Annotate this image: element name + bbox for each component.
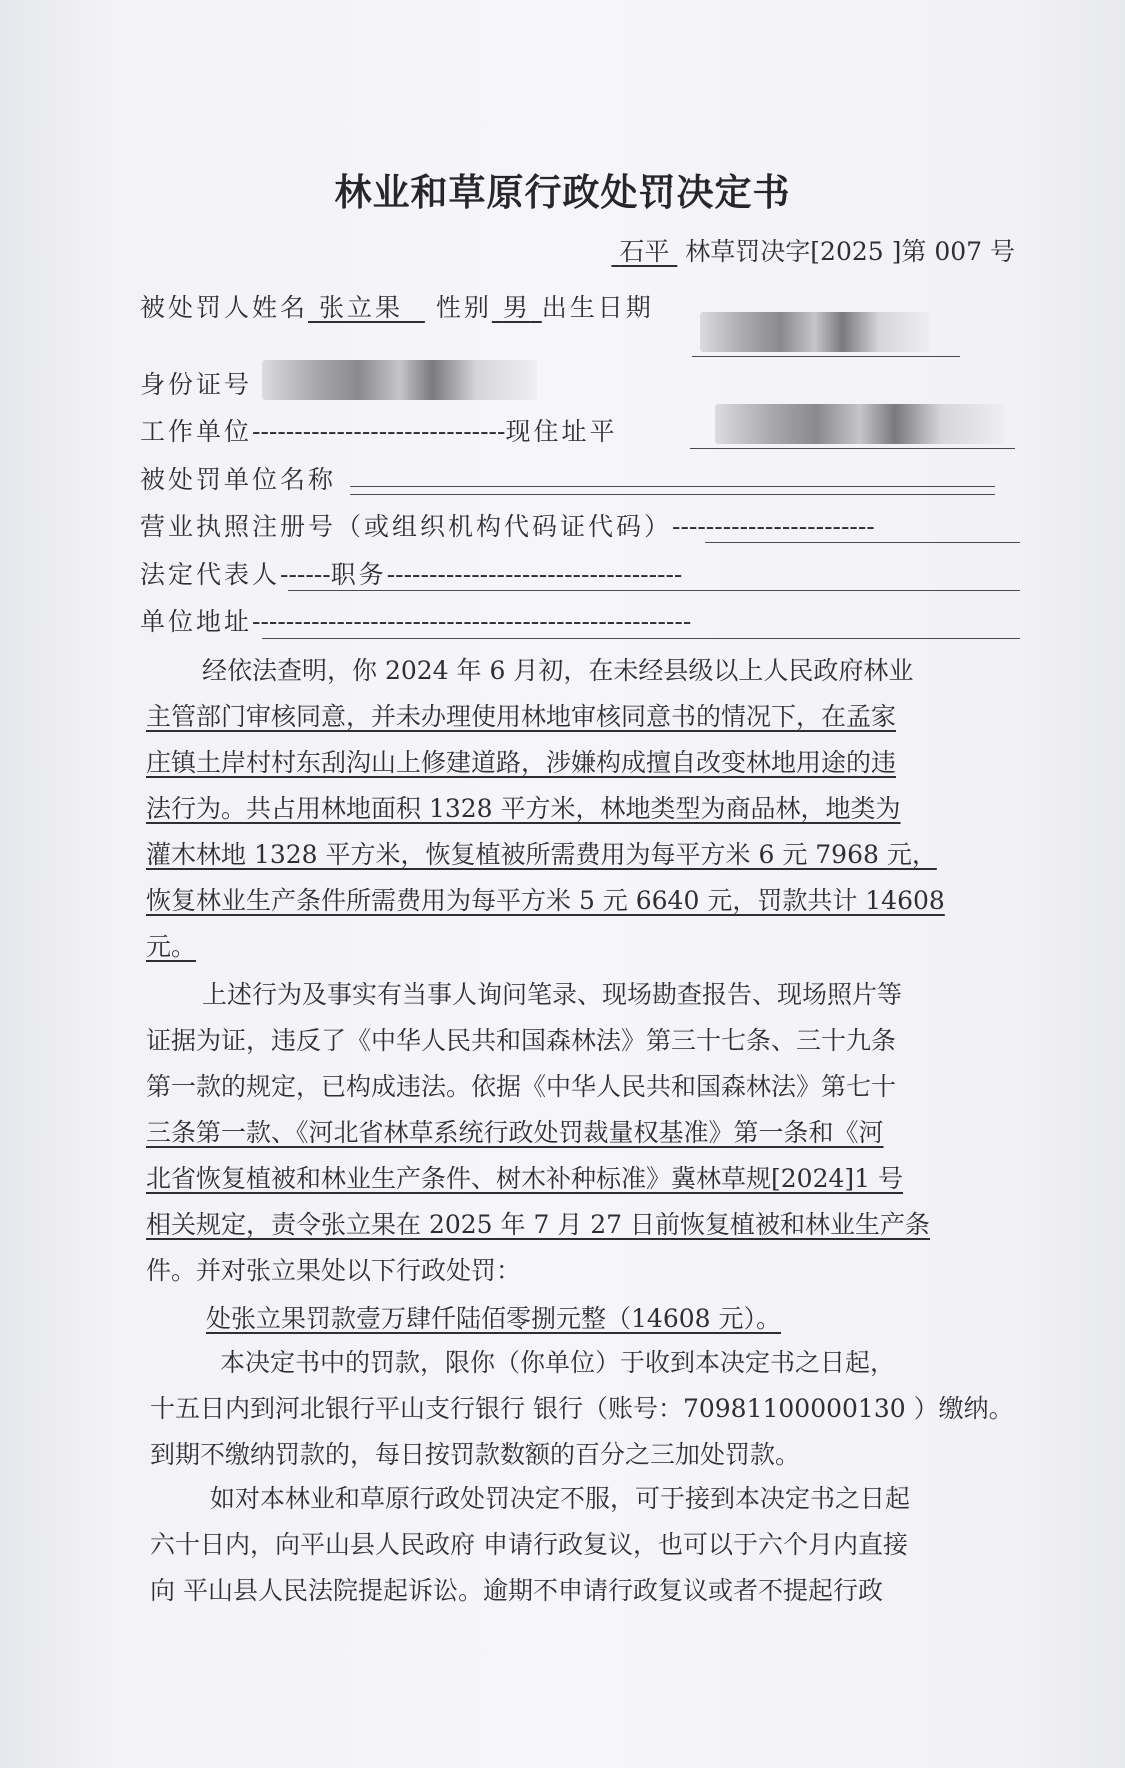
payment-line: 本决定书中的罚款，限你（你单位）于收到本决定书之日起， — [220, 1348, 896, 1377]
appeal-paragraph — [150, 1476, 1025, 1614]
document-title: 林业和草原行政处罚决定书 — [334, 171, 791, 214]
facts-line: 主管部门审核同意，并未办理使用林地审核同意书的情况下，在孟家 — [146, 702, 897, 731]
license-row — [140, 507, 875, 543]
name-row — [140, 288, 654, 324]
address-partial: 平 — [589, 417, 618, 446]
basis-line: 相关规定，责令张立果在 2025 年 7 月 27 日前恢复植被和林业生产条 — [146, 1210, 931, 1239]
legal-rep-value: ------ — [280, 560, 331, 589]
unit-address-underline — [262, 638, 1020, 639]
birth-date-redacted — [700, 312, 960, 356]
address-redacted — [715, 404, 1015, 448]
appeal-line: 六十日内，向平山县人民政府 申请行政复议，也可以于六个月内直接 — [150, 1530, 908, 1559]
facts-paragraph — [146, 648, 1021, 970]
basis-line: 件。并对张立果处以下行政处罚： — [146, 1256, 522, 1285]
unit-address-value: ---------------------------------------------------- — [252, 607, 692, 636]
unit-address-row — [140, 602, 691, 638]
unit-address-label: 单位地址 — [140, 607, 253, 636]
legal-rep-underline — [288, 590, 1020, 591]
basis-line: 上述行为及事实有当事人询问笔录、现场勘查报告、现场照片等 — [202, 980, 903, 1009]
name-value: 张立果 — [318, 293, 403, 322]
name-label: 被处罚人姓名 — [140, 293, 309, 322]
work-row — [140, 412, 617, 448]
legal-rep-row — [140, 555, 682, 591]
gender-label: 性别 — [435, 293, 492, 322]
facts-line: 恢复林业生产条件所需费用为每平方米 5 元 6640 元，罚款共计 14608 — [146, 886, 945, 915]
id-number-redacted — [262, 360, 542, 404]
basis-line: 第一款的规定，已构成违法。依据《中华人民共和国森林法》第七十 — [146, 1072, 897, 1101]
license-underline — [705, 542, 1020, 543]
payment-line: 十五日内到河北银行平山支行银行 银行（账号：70981100000130 ）缴纳。 — [150, 1394, 1014, 1423]
appeal-line: 向 平山县人民法院提起诉讼。逾期不申请行政复议或者不提起行政 — [150, 1576, 883, 1605]
position-value: ----------------------------------- — [386, 560, 683, 589]
penalty-line: 处张立果罚款壹万肆仟陆佰零捌元整（14608 元）。 — [206, 1304, 781, 1333]
birth-date-underline — [692, 356, 960, 357]
license-label: 营业执照注册号（或组织机构代码证代码） — [140, 512, 673, 541]
facts-line: 元。 — [146, 932, 197, 961]
work-value: ------------------------------ — [252, 417, 506, 446]
unit-name-underline — [350, 494, 995, 495]
facts-line: 经依法查明，你 2024 年 6 月初，在未经县级以上人民政府林业 — [202, 656, 914, 685]
doc-number-prefix: 石平 — [619, 237, 670, 266]
payment-line: 到期不缴纳罚款的，每日按罚款数额的百分之三加处罚款。 — [150, 1440, 801, 1469]
basis-line: 北省恢复植被和林业生产条件、树木补种标准》冀林草规[2024]1 号 — [146, 1164, 903, 1193]
basis-paragraph — [146, 972, 1021, 1294]
license-value: ------------------------ — [672, 512, 875, 541]
doc-number-text: 林草罚决字[2025 ]第 007 号 — [685, 237, 1015, 266]
gender-value: 男 — [502, 293, 531, 322]
unit-name-label: 被处罚单位名称 — [140, 465, 337, 494]
penalty-paragraph — [146, 1296, 1021, 1342]
facts-line: 庄镇土岸村村东刮沟山上修建道路，涉嫌构成擅自改变林地用途的违 — [146, 748, 897, 777]
appeal-line: 如对本林业和草原行政处罚决定不服，可于接到本决定书之日起 — [210, 1484, 911, 1513]
address-label: 现住址 — [505, 417, 590, 446]
address-underline — [690, 448, 1015, 449]
facts-line: 法行为。共占用林地面积 1328 平方米，林地类型为商品林，地类为 — [146, 794, 901, 823]
facts-line: 灌木林地 1328 平方米，恢复植被所需费用为每平方米 6 元 7968 元， — [146, 840, 937, 869]
document-number — [611, 232, 1015, 268]
basis-line: 三条第一款、《河北省林草系统行政处罚裁量权基准》第一条和《河 — [146, 1118, 884, 1147]
payment-paragraph — [150, 1340, 1025, 1478]
id-label: 身份证号 — [140, 370, 253, 399]
birth-label: 出生日期 — [541, 293, 654, 322]
work-label: 工作单位 — [140, 417, 253, 446]
basis-line: 证据为证，违反了《中华人民共和国森林法》第三十七条、三十九条 — [146, 1026, 897, 1055]
position-label: 职务 — [330, 560, 387, 589]
legal-rep-label: 法定代表人 — [140, 560, 281, 589]
unit-name-dash — [350, 486, 995, 487]
